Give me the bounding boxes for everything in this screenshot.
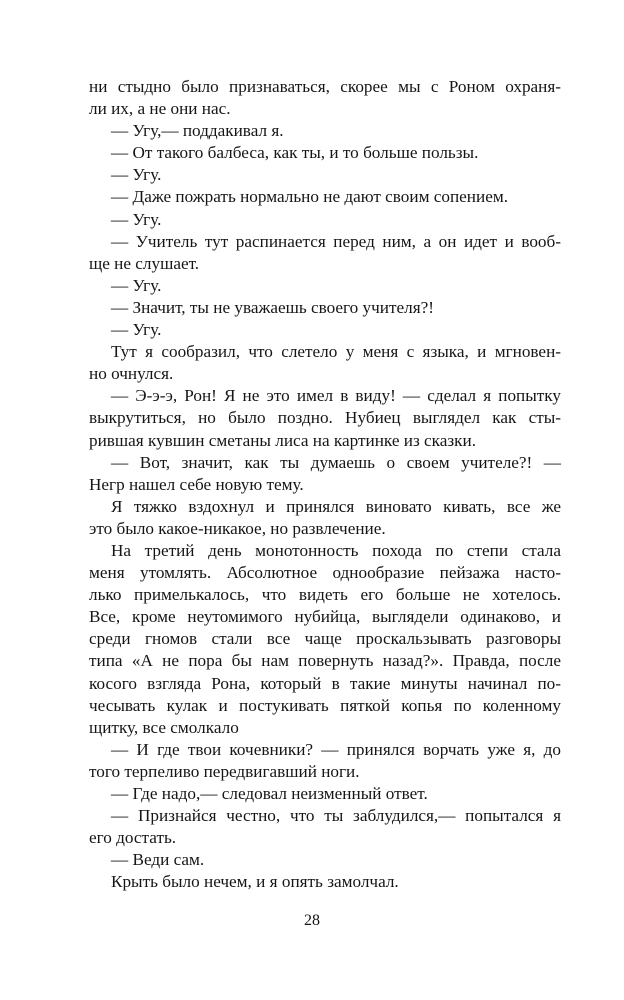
- text-line: — Угу.: [111, 275, 162, 295]
- text-line: — Угу,— поддакивал я.: [111, 121, 284, 141]
- text-line: — Угу.: [111, 165, 162, 185]
- text-line: — Значит, ты не уважаешь своего учителя?!: [111, 297, 434, 317]
- text-line: того терпеливо передвигавший ноги.: [89, 761, 360, 781]
- text-line: Негр нашел себе новую тему.: [89, 474, 304, 494]
- text-line: ни стыдно было признаваться, скорее мы с Роном охраня-: [89, 77, 561, 96]
- text-line: косого взгляда Рона, который в такие минуты начинал по-: [89, 673, 561, 693]
- text-line: — Даже пожрать нормально не дают своим сопением.: [111, 187, 508, 207]
- text-line: — Угу.: [111, 209, 162, 229]
- text-line: Крыть было нечем, и я опять замолчал.: [111, 872, 399, 892]
- page-number: 28: [304, 912, 320, 929]
- text-line: — Угу.: [111, 320, 162, 340]
- text-line: — Где надо,— следовал неизменный ответ.: [111, 784, 428, 803]
- text-line: ще не слушает.: [89, 253, 200, 273]
- text-line: щитку, все смолкало: [89, 717, 239, 737]
- text-line: выкрутиться, но было поздно. Нубиец выглядел как сты-: [89, 408, 561, 428]
- text-line: — От такого балбеса, как ты, и то больше пользы.: [111, 143, 479, 163]
- text-line: рившая кувшин сметаны лиса на картинке из сказки.: [89, 430, 477, 450]
- text-line: — И где твои кочевники? — принялся ворчать уже я, до: [111, 739, 561, 759]
- text-line: — Признайся честно, что ты заблудился,— попытался я: [111, 806, 561, 826]
- text-line: Все, кроме неутомимого нубийца, выглядели одинаково, и: [89, 607, 561, 627]
- text-line: — Учитель тут распинается перед ним, а он идет и вооб-: [111, 231, 561, 251]
- text-line: типа «А не пора бы нам повернуть назад?». Правда, после: [89, 651, 561, 671]
- text-line: но очнулся.: [89, 364, 174, 384]
- text-line: чесывать кулак и постукивать пяткой копья по коленному: [89, 695, 561, 715]
- text-line: — Э-э-э, Рон! Я не это имел в виду! — сделал я попытку: [111, 386, 561, 406]
- text-line: меня утомлять. Абсолютное однообразие пейзажа насто-: [89, 563, 561, 583]
- text-line: его достать.: [89, 828, 177, 848]
- text-line: Тут я сообразил, что слетело у меня с языка, и мгновен-: [111, 342, 561, 362]
- text-line: — Вот, значит, как ты думаешь о своем учителе?! —: [111, 452, 561, 472]
- text-line: лько примелькалось, что видеть его больше не хотелось.: [89, 585, 561, 605]
- text-line: Я тяжко вздохнул и принялся виновато кивать, все же: [111, 496, 561, 516]
- text-line: ли их, а не они нас.: [89, 99, 231, 119]
- page-body-text: [89, 76, 561, 893]
- text-line: это было какое-никакое, но развлечение.: [89, 518, 386, 538]
- text-line: — Веди сам.: [111, 850, 205, 870]
- text-line: На третий день монотонность похода по степи стала: [111, 540, 561, 560]
- text-line: среди гномов стали все чаще проскальзывать разговоры: [89, 629, 561, 649]
